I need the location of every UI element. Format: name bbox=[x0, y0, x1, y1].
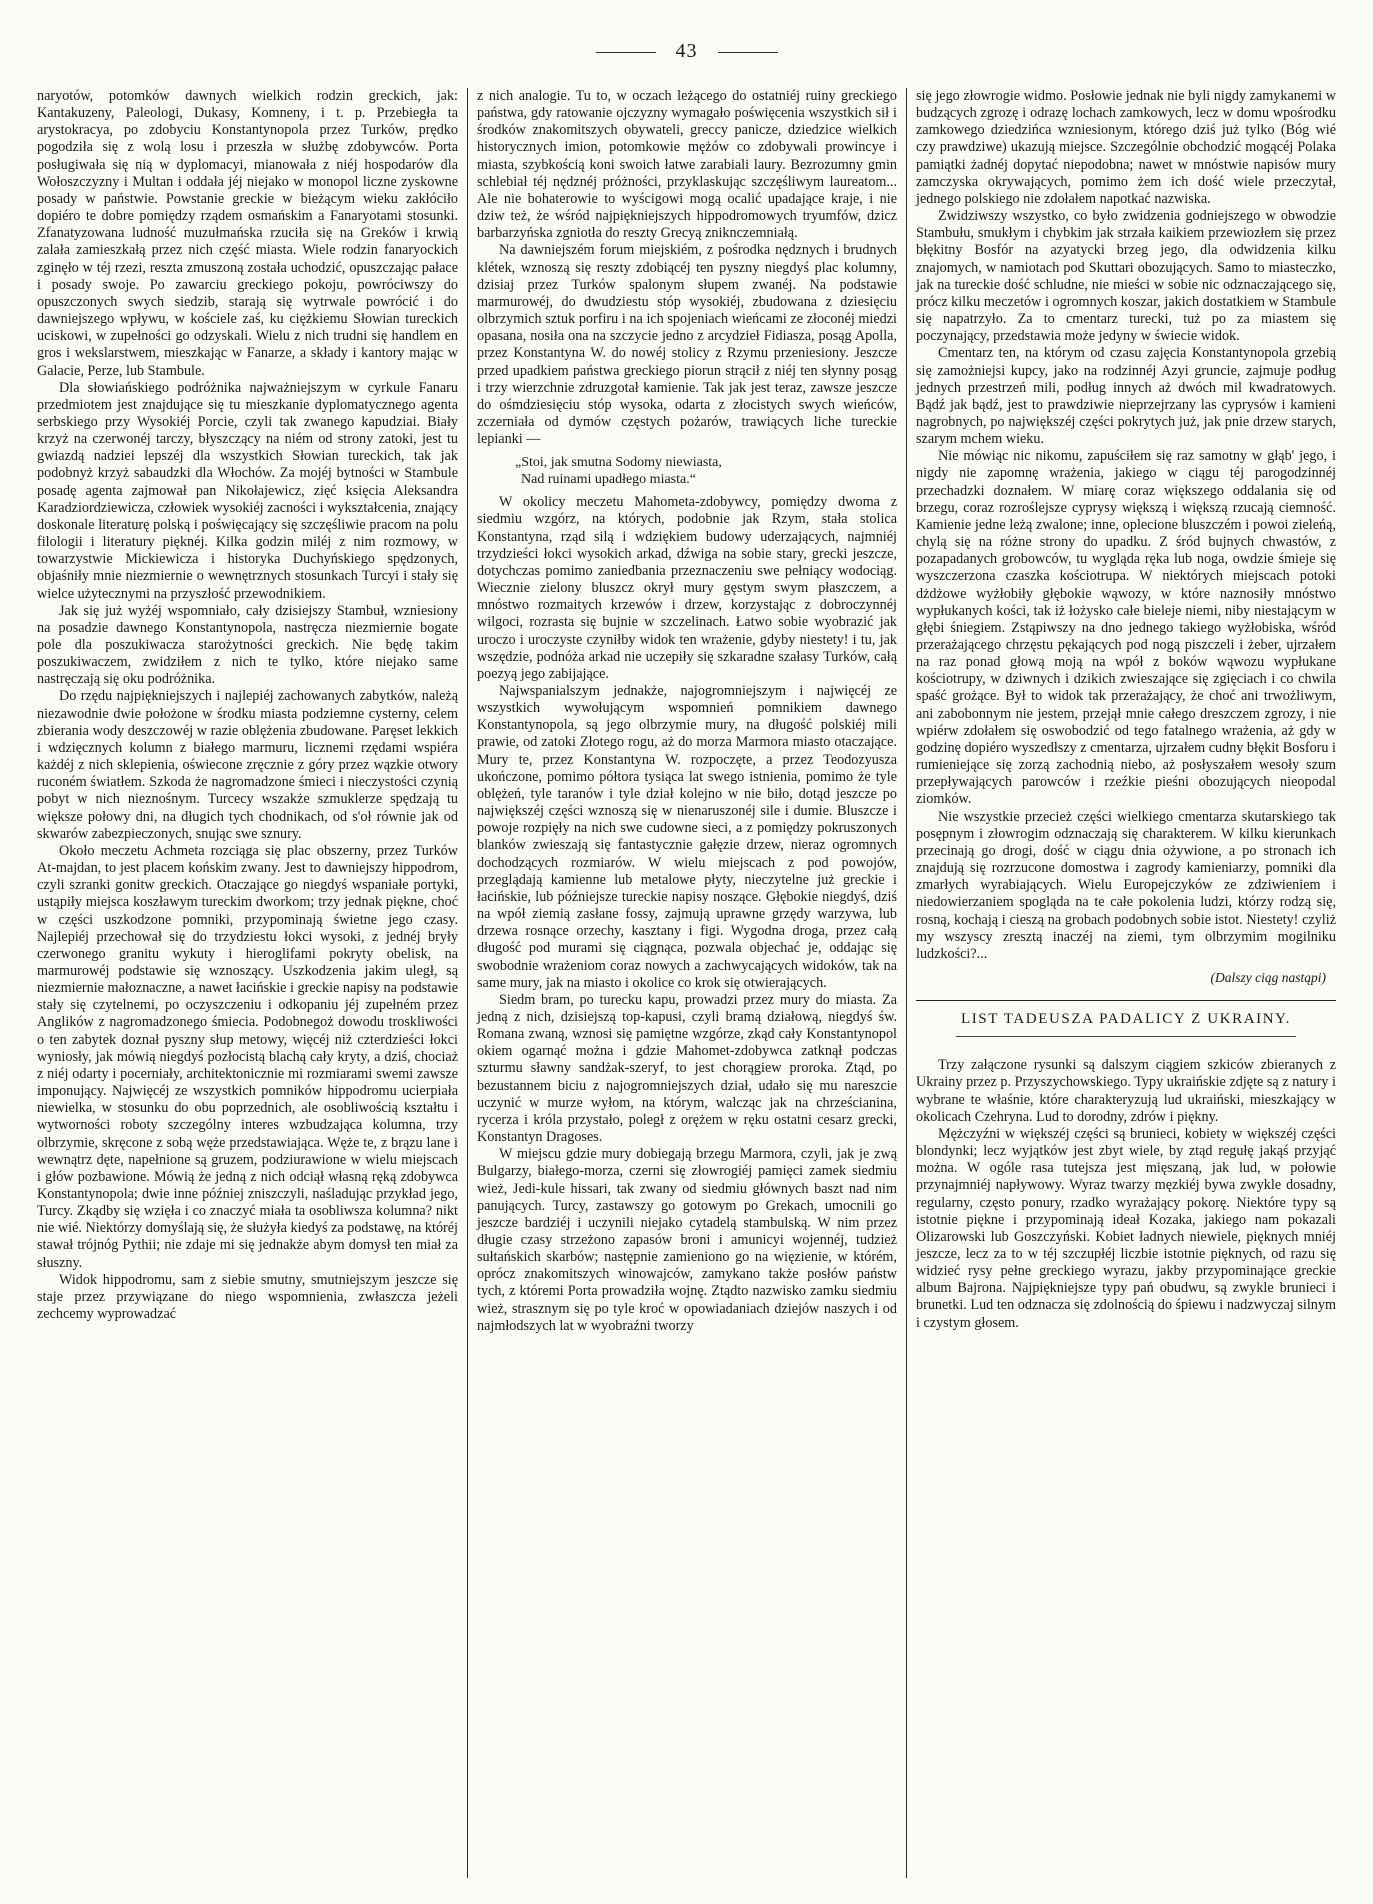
paragraph: się jego złowrogie widmo. Posłowie jednak nie byli nigdy zamykanemi w budzących zgrozę i odrazę lochach zamkowych, lecz w domu wpośrodku zamkowego dziedzińca wzniesionym, którego dziś już tylko (Bóg wié czy prawdziwe) ukazują miejsce. Szczególnie obchodzić mogącéj Polaka pamiątki żadnéj dopytać niepodobna; nawet w mnóstwie napisów mury zamczyska okrywających, pomimo żem ich dość wiele przeczytał, jednego polskiego nie zdołałem napotkać nazwiska. bbox=[916, 88, 1336, 207]
paragraph: Widok hippodromu, sam z siebie smutny, smutniejszym jeszcze się staje przez przywiązane do niego wspomnienia, zwłaszcza jeżeli zechcemy wyprowadzać bbox=[37, 1271, 458, 1323]
header-rule-right bbox=[718, 52, 778, 53]
column-3 bbox=[906, 88, 1345, 1878]
paragraph: Nie mówiąc nic nikomu, zapuściłem się raz samotny w głąb' jego, i nigdy nie zapomnę wrażenia, jakiego w ciągu téj parogodzinnéj przechadzki doznałem. W miarę coraz większego oddalania się od brzegu, coraz rozroślejsze cyprysy większą i większą rzucają ciemność. Kamienie jedne leżą zwalone; inne, oplecione bluszczém i powoi zieleńą, chylą się na różne strony do upadku. Z śród bujnych chwastów, z pozapadanych grobowców, tu wygląda ręka lub noga, owdzie śmieje się wyszczerzona czaszka kościotrupa. W niektórych miejscach potoki dżdżowe wyżłobiły głębokie wąwozy, w które naznosiły mnóstwo wypłukanych kości, tak iż łożysko całe bieleje niemi, niby niestającym w głębi śniegiem. Zstąpiwszy na dno jednego takiego wyżłobiska, wśród przerażającego chrzęstu pękających pod nogą piszczeli i żeber, ujrzałem na raz ponad głową moją na wpół z boków wąwozu wypłukane kościotrupy, w dziwnych i dzikich zwieszające się zgięciach i co chwila spaść grożące. Był to widok tak przerażający, że choć ani trwożliwym, ani zabobonnym nie jestem, przejął mnie całego dreszczem zgrozy, i nie wpiérw zdołałem się oswobodzić od tego fatalnego wrażenia, aż gdy w godzinę dopiéro wyszedłszy z cmentarza, ujrzałem cudny błękit Bosforu i rumieniejące się zorzą zachodnią niebo, aż posłyszałem wesoły szum przepływających parowców i rzeźkie pieśni obozujących nieopodal ziomków. bbox=[916, 448, 1336, 808]
paragraph: naryotów, potomków dawnych wielkich rodzin greckich, jak: Kantakuzeny, Paleologi, Dukasy, Komneny, i t. p. Przebiegła ta arystokracya, po zdobyciu Konstantynopola przez Turków, prędko pogodziła się z wolą losu i przeszła w służbę zdobywców. Porta posługiwała się nią w dyplomacyi, mianowała z niéj hospodarów dla Wołoszczyzny i Multan i oddała jéj niejako w monopol liczne zyskowne posady w państwie. Powstanie greckie w bieżącym wieku zakłóciło dopiéro te dobre pomiędzy rządem osmańskim a Fanaryotami stosunki. Zfanatyzowana ludność muzułmańska rzuciła się na Greków i krwią zalała zamieszkałą przez nich część miasta. Wiele rodzin fanaryockich zginęło w téj rzezi, reszta zmuszoną została uchodzić, opuszczając pałace i posady swoje. Po zawarciu greckiego pokoju, powróciwszy do opuszczonych swych siedzib, starają się wytrwale powrócić i do dawniejszego wpływu, w kościele zaś, ku ciężkiemu Słowian tureckich uciskowi, w zupełności go odzyskali. Wielu z nich trudni się handlem en gros i wekslarstwem, mieszkając w Fanarze, a składy i kantory mając w Galacie, Perze, lub Stambule. bbox=[37, 88, 458, 379]
paragraph: Najwspanialszym jednakże, najogromniejszym i najwięcéj ze wszystkich wywołującym wspomnień pomnikiem dawnego Konstantynopola, są jego olbrzymie mury, na długość polskiéj mili prawie, od zatoki Złotego rogu, aż do morza Marmora miasto otaczające. Mury te, przez Konstantyna W. rozpoczęte, a przez Teodozyusza ukończone, pomimo półtora tysiąca lat swego istnienia, pomimo że tyle oblężeń, tyle taranów i tyle dział kolejno w nie biło, dotąd jeszcze po największéj części wznoszą się w nienaruszonéj sile i dumie. Bluszcze i powoje rozpięły na nich swe cudowne sieci, a z pomiędzy pokruszonych blanków zwieszają się fantastycznie gałęzie drzew, nieraz ogromnych dochodzących rozmiarów. W wielu miejscach z pod powojów, przeglądają kamienne lub metalowe płyty, nieczytelne już greckie i łacińskie, lub późniejsze tureckie napisy noszące. Głębokie niegdyś, dziś na wpół ziemią zasłane fossy, zajmują uprawne grzędy warzywa, lub drzewa rosnące orzechy, kasztany i figi. Wygodna droga, przez całą długość pod murami się ciągnąca, pozwala objechać je, oddając się swobodnie wrażeniom coraz nowych a zachwycających widoków, tak na same mury, jak na miasto i okolice co krok się otwierających. bbox=[477, 683, 897, 991]
verse-line: Nad ruinami upadłego miasta.“ bbox=[521, 472, 696, 488]
paragraph: W miejscu gdzie mury dobiegają brzegu Marmora, czyli, jak je zwą Bulgarzy, białego-morza, czerni się złowrogiéj pamięci zamek siedmiu wież, Jedi-kule hissari, tak zwany od siedmiu głównych baszt nad nim panujących. Turcy, zastawszy go gotowym po Grekach, umocnili go jeszcze bardziéj i uczynili niejako cytadelą stambulską. W nim przez długie czasy strzeżono zapasów broni i amunicyi wojennéj, tudzież sułtańskich skarbów; następnie zamieniono go na więzienie, w którém, oprócz znakomitszych winowajców, zamykano także posłów państw tych, z któremi Porta prowadziła wojnę. Ztądto nazwisko zamku siedmiu wież, strasznym się po tyle kroć w opowiadaniach dziejów naszych i od najmłodszych lat w wyobraźni tworzy bbox=[477, 1146, 897, 1334]
verse-line: „Stoi, jak smutna Sodomy niewiasta, bbox=[515, 455, 722, 471]
paragraph: Na dawniejszém forum miejskiém, z pośrodka nędznych i brudnych klétek, wznoszą się reszty zdobiącéj ten pyszny niegdyś plac kolumny, dzisiaj przez Turków spalonym słupem zwanéj. Na podstawie marmurowéj, do dwudziestu stóp wysokiéj, zbudowana z dziesięciu olbrzymich sztuk porfiru i na ich spojeniach wieńcami ze złoconéj miedzi opasana, nosiła ona na szczycie jedno z arcydzieł Fidiasza, posąg Apolla, przez Konstantyna W. do nowéj stolicy z Rzymu przeniesiony. Jeszcze przed upadkiem państwa greckiego piorun strącił z niéj ten słynny posąg i trzy wierzchnie zdruzgotał kamienie. Tak jak jest teraz, zawsze jeszcze do ośmdziesięciu stóp wysoka, odarta z złocistych swych wieńców, zczerniała od dymów częstych pożarów, trawiących liche tureckie lepianki — bbox=[477, 242, 897, 448]
paragraph: Trzy załączone rysunki są dalszym ciągiem szkiców zbieranych z Ukrainy przez p. Przyszychowskiego. Typy ukraińskie zdjęte są z natury i wybrane te właśnie, które charakteryzują lud ukraiński, mieszkający w okolicach Czehryna. Lud to dorodny, zdrów i piękny. bbox=[916, 1057, 1336, 1125]
paragraph: Do rzędu najpiękniejszych i najlepiéj zachowanych zabytków, należą niezawodnie dwie położone w środku miasta podziemne cysterny, celem zbierania wody deszczowéj w razie oblężenia zbudowane. Paręset lekkich i wdzięcznych kolumn z białego marmuru, licznemi rzędami wspiéra każdéj z nich sklepienia, oświecone zręcznie z góry przez wązkie otwory ruconém światłem. Szkoda że nagromadzone śmieci i nieczystości czynią pobyt w nich nieznośnym. Turcecy wszakże szmuklerze spędzają tu większe połowy dni, na długich tych chodnikach, od s'oł równie jak od skwarów zabezpieczonych, snując swe sznury. bbox=[37, 688, 458, 842]
page-number: 43 bbox=[675, 40, 698, 62]
column-1 bbox=[28, 88, 467, 1878]
paragraph: Jak się już wyżéj wspomniało, cały dzisiejszy Stambuł, wzniesiony na posadzie dawnego Konstantynopola, nastręcza niezmiernie bogate pole dla poszukiwacza starożytności greckich. Nie będę takim poszukiwaczem, zwidziłem z nich te tylko, które niejako same nastręczają się oku podróżnika. bbox=[37, 602, 458, 688]
paragraph: Siedm bram, po turecku kapu, prowadzi przez mury do miasta. Za jedną z nich, dzisiejszą top-kapusi, czyli bramą działową, niegdyś św. Romana zwaną, wznosi się pamiętne wzgórze, zkąd cały Konstantynopol okiem ogarnąć można i gdzie Mahomet-zdobywca zatknął podczas szturmu sławny sandżak-szeryf, to jest chorągiew proroka. Ztąd, po bezustannem biciu z najogromniejszych dział, udało się mu nareszcie uczynić w murze wyłom, na którym, walcząc jak na chrześcianina, rycerza i króla przystało, poległ z orężem w ręku ostatni cesarz grecki, Konstantyn Dragoses. bbox=[477, 991, 897, 1146]
paragraph: Około meczetu Achmeta rozciąga się plac obszerny, przez Turków At-majdan, to jest placem końskim zwany. Jest to dawniejszy hippodrom, czyli szranki gonitw greckich. Otaczające go niegdyś wspaniałe portyki, ustąpiły miejsca koszławym tureckim dworkom; trzy jednak piękne, choć w części uszkodzone pomniki, przypominają świetne jego czasy. Najlepiéj przechował się do trzydziestu łokci wysoki, z jednéj bryły czerwonego granitu wykuty i hieroglifami pokryty obelisk, na marmurowéj podstawie się wznoszący. Uszkodzenia jakim uległ, są niezmiernie małoznaczne, a nawet łacińskie i greckie napisy na podstawie stały się czytelnemi, po oczyszczeniu i odkopaniu jéj zupełném przez Anglików z nagromadzonego śmiecia. Podobnegoż dowodu troskliwości o ten zabytek doznał pyszny słup metowy, więcéj niż czterdzieści łokci wyniosły, jak mówią niegdyś pozłocistą blachą cały kryty, a dziś, chociaż z niéj odarty i pocerniały, architektonicznie mi rozmiarami swemi zawsze imponujący. Najwięcéj ze wszystkich pomników hippodromu ucierpiała niewielka, w stosunku do obu poprzednich, ale osobliwością kształtu i wytworności roboty szczególny interes wzbudzająca kolumna, trzy olbrzymie, skręcone z sobą węże przedstawiająca. Węże te, z brązu lane i wewnątrz dęte, napełnione są gruzem, podziurawione w wielu miejscach i głów pozbawione. Mówią że jedną z nich odciął własną ręką zdobywca Konstantynopola; dwie inne później zniszczyli, naśladując przykład jego, Turcy. Zkądby się wzięła i co znaczyć miała ta osobliwsza kolumna? nikt nie wié. Niektórzy domyślają się, że służyła kiedyś za podstawę, na któréj stawał trójnóg Pythii; nie zdaje mi się jednakże abym domysł ten miał za słuszny. bbox=[37, 842, 458, 1271]
continued-note: (Dalszy ciąg nastąpi) bbox=[1210, 969, 1326, 985]
verse-quote bbox=[477, 454, 897, 488]
paragraph: Zwidziwszy wszystko, co było zwidzenia godniejszego w obwodzie Stambułu, smukłym i chybkim jak strzała kaikiem przewiozłem się przez błękitny Bosfór na azyatycki brzeg jego, dla odwidzenia kilku znajomych, w namiotach pod Skuttari obozujących. Samo to miasteczko, jak na tureckie dość schludne, nie mieści w sobie nic odznaczającego się, prócz kilku meczetów i ogromnych koszar, jakich dostatkiem w Stambule się napatrzyło. Za to cmentarz turecki, tuż po za miastem się poczynający, przedstawia może jedyny w świecie widok. bbox=[916, 208, 1336, 345]
paragraph: Cmentarz ten, na którym od czasu zajęcia Konstantynopola grzebią się zamożniejsi kupcy, jako na rodzinnéj Azyi gruncie, zajmuje podług jednych przestrzeń mili, podług innych aż dwóch mil kwadratowych. Bądź jak bądź, jest to prawdziwie nieprzejrzany las cyprysów i kamieni nagrobnych, po największéj części pokrytych już, jak pnie drzew starych, szarym mchem wieku. bbox=[916, 345, 1336, 448]
column-2 bbox=[467, 88, 906, 1878]
section-title: LIST TADEUSZA PADALICY Z UKRAINY. bbox=[960, 1011, 1292, 1028]
header-rule-left bbox=[596, 52, 656, 53]
paragraph: Nie wszystkie przecież części wielkiego cmentarza skutarskiego tak posępnym i złowrogim odznaczają się charakterem. W kilku kierunkach przecinają go drogi, dość w ciągu dnia ożywione, a po stronach ich znajdują się rozrzucone domostwa i zagrody kamieniarzy, pomniki dla zmarłych wyrabiających. Wielu Europejczyków ze zdziwieniem i niedowierzaniem spogląda na te całe pokolenia ludzi, którzy rodzą się, rosną, kochają i cieszą na grobach podobnych sobie istot. Niestety! czyliż my wszyscy zresztą inaczéj na ziemi, tym olbrzymim mogilniku ludzkości?... bbox=[916, 808, 1336, 962]
paragraph: W okolicy meczetu Mahometa-zdobywcy, pomiędzy dwoma z siedmiu wzgórz, na których, podobnie jak Rzym, stała stolica Konstantyna, rząd silą i wdziękiem budowy uderzających, najmniéj trzydzieści łokci wysokich arkad, dźwiga na sobie stary, grecki jeszcze, dotychczas pomimo zaniedbania przeznaczeniu swe pełniący wodociąg. Wiecznie zielony bluszcz okrył mury gęstym swym płaszczem, a mnóstwo rozmaitych krzewów i drzew, korzystając z dobroczynnéj wilgoci, rozrasta się bujnie w szczelinach. Łatwo sobie wyobrazić jak uroczo i uroczyste czyniłby widok ten wrażenie, gdyby niestety! i tu, jak wszędzie, podnóża arkad nie uczepiły się szkaradne szałasy Turków, całą poezyą jego zabijające. bbox=[477, 494, 897, 682]
paragraph: Mężczyźni w większéj części są brunieci, kobiety w większéj części blondynki; lecz wyjątków jest zbyt wiele, by ztąd regułę jakąś przyjąć można. W ogóle rasa tutejsza jest mięszaną, jak lud, w połowie przynajmniéj napływowy. Wyraz twarzy męzkiéj bywa zwykle dosadny, regularny, często ponury, rzadko wyrażający pokorę. Niektóre typy są istotnie piękne i przypominają ideał Kozaka, jakiego nam pokazali Olizarowski lub Goszczyński. Kobiet ładnych niewiele, pięknych mniéj jeszcze, lecz za to w téj szczupłéj liczbie istotnie pięknych, od razu się widzieć rysy pełne greckiego wyrazu, jakby przypominające greckie album Bajrona. Najpiękniejsze typy pań obudwu, są zwykle brunieci i brunetki. Lud ten odznacza się zdolnością do śpiewu i nadzwyczaj silnym i czystym głosem. bbox=[916, 1125, 1336, 1331]
page-header bbox=[0, 40, 1373, 63]
section-divider bbox=[916, 1000, 1336, 1001]
title-underline bbox=[956, 1036, 1296, 1037]
text-columns bbox=[28, 88, 1346, 1878]
paragraph: z nich analogie. Tu to, w oczach leżącego do ostatniéj ruiny greckiego państwa, gdy ratowanie ojczyzny wymagało poświęcenia wszystkich sił i środków znakomitszych obywateli, greccy panicze, dziedzice wielkich historycznych imion, potomkowie mężów co zdobywali prowincye i miasta, szybkością koni swoich łatwe zarabiali laury. Bezrozumny gmin schlebiał téj nędznéj próżności, przyklaskując szczęśliwym laureatom... Ale nie bohaterowie to wyścigowi mogą ocalić upadające kraje, i nie dziw też, że wśród najpiękniejszych hippodromowych tryumfów, dzicz barbarzyńska zgniotła do reszty Grecyą zniknczemniałą. bbox=[477, 88, 897, 242]
paragraph: Dla słowiańskiego podróżnika najważniejszym w cyrkule Fanaru przedmiotem jest znajdujące się tu mieszkanie dyplomatycznego agenta serbskiego przy Wysokiéj Porcie, czyli tak zwanego kapudziai. Biały krzyż na czerwonéj tarczy, błyszczący na niém od strony zatoki, jest tu gwiazdą nadziei lepszéj dla wszystkich Słowian tureckich, tak jak podobnyż krzyż sabaudzki dla Włochów. Za mojéj bytności w Stambule posadę agenta zajmował pan Nikołajewicz, zięć księcia Aleksandra Karadziordziewicza, człowiek wysokiéj zacności i wykształcenia, znający doskonale literaturę polską i poświęcający się szczęśliwie pracom na polu filologii i literatury pięknéj. Kilka godzin miléj z nim rozmowy, w towarzystwie Mickiewicza i historyka Duchyńskiego spędzonych, objaśniły mnie niezmiernie o wewnętrznych stosunkach Turcyi i stały się wielce użytecznymi na przyszłość przewodnikiem. bbox=[37, 379, 458, 602]
